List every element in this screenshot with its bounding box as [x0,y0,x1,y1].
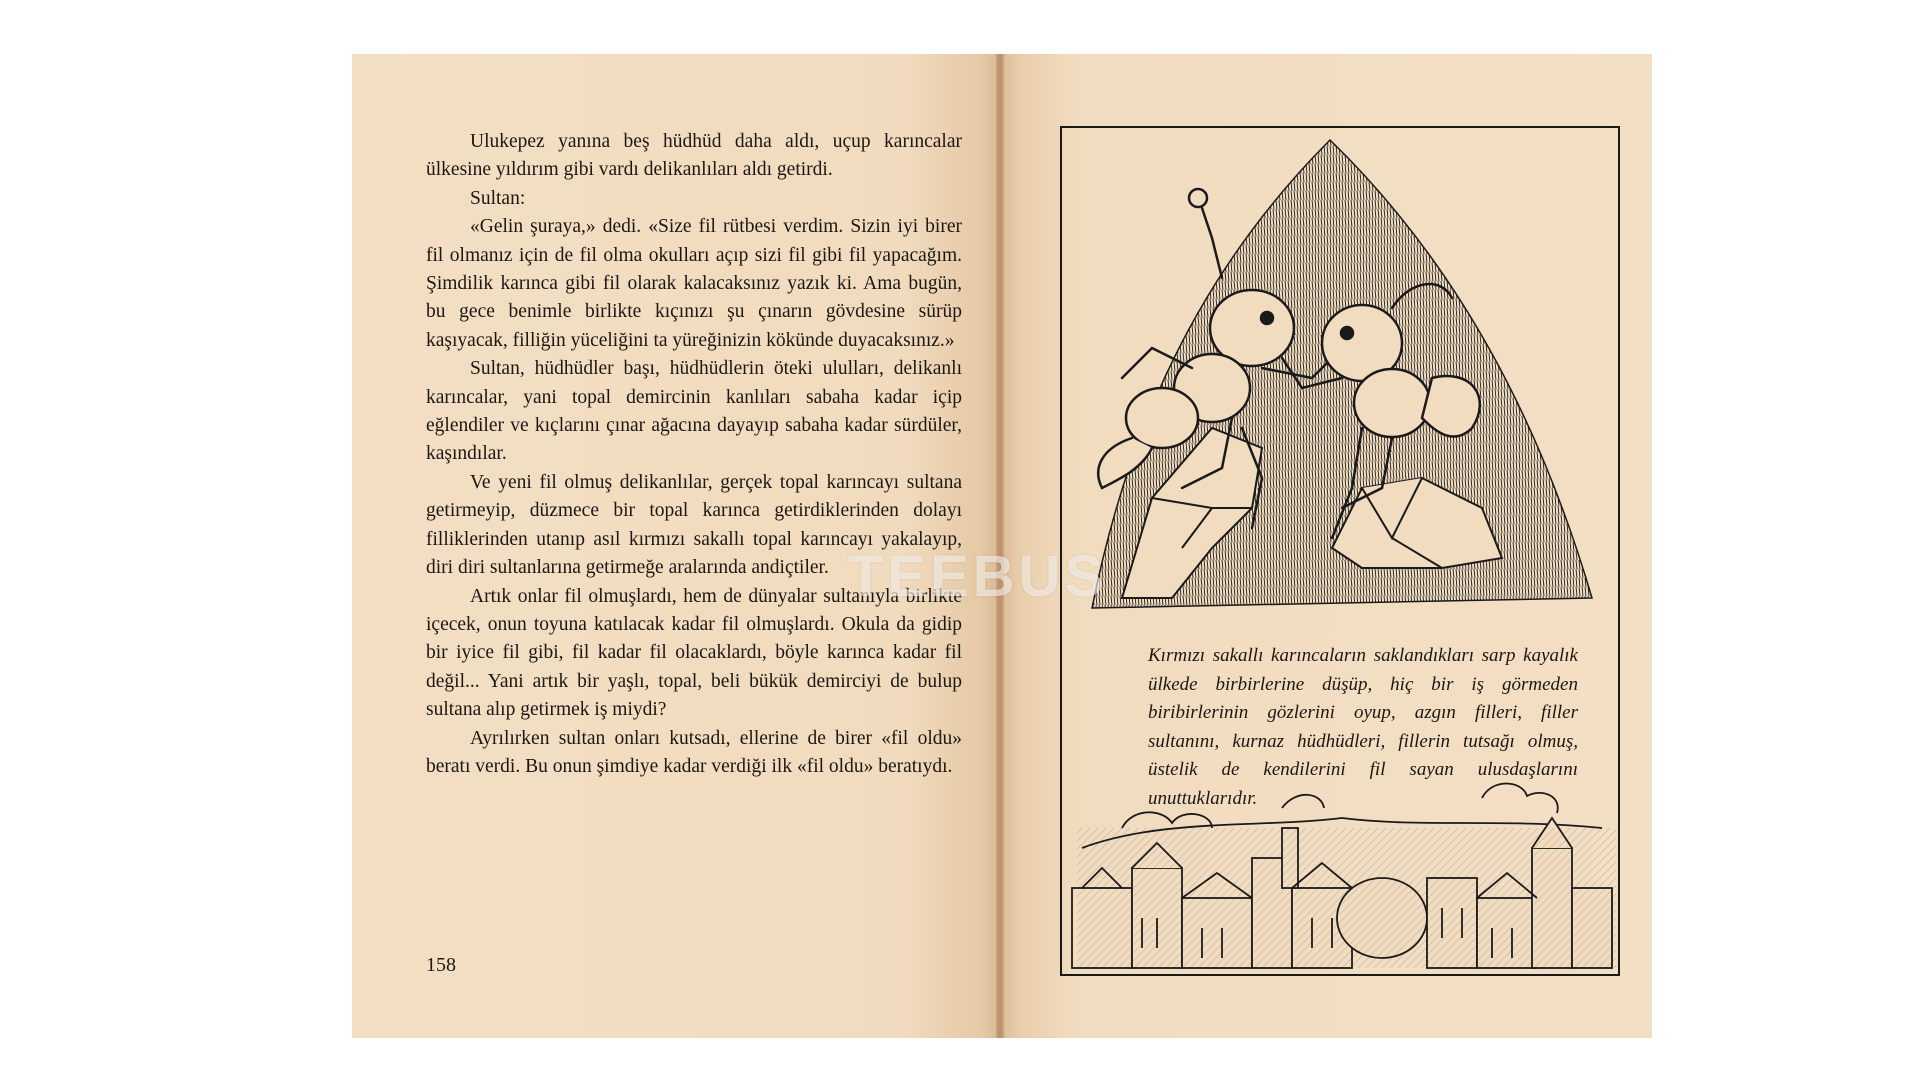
paragraph-7: Ayrılırken sultan onları kutsadı, ellerine de birer «fil oldu» beratı verdi. Bu onun şimdiye kadar verdiği ilk «fil oldu» beratıydı. [426,727,962,777]
ants-fighting-illustration [1062,128,1618,974]
page-number: 158 [426,954,456,976]
illustration-frame [1060,126,1620,976]
illustration-caption [1148,642,1578,813]
paragraph-3: «Gelin şuraya,» dedi. «Size fil rütbesi verdim. Sizin iyi birer fil olmanız için de fil olma okulları açıp sizi fil gibi fil yapacağım. Şimdilik karınca gibi fil olarak kalacaksınız yazık ki. Ama bugün, bu gece benimle birlikte kıçınızı şu çınarın gövdesine sürüp kaşıyacak, filliğin yüceliğini ta yüreğinizin kökünde duyacaksınız.» [426,216,962,351]
paragraph-2: Sultan: [470,187,526,209]
paragraph-5: Ve yeni fil olmuş delikanlılar, gerçek topal karıncayı sultana getirmeyip, düzmece bir topal karınca getirdiklerinden dolayı filliklerinden utanıp asıl kırmızı sakallı topal karıncayı yakalayıp, diri diri sultanlarına getirmeğe aralarında andiçtiler. [426,471,962,579]
caption-text: Kırmızı sakallı karıncaların saklandıkları sarp kayalık ülkede birbirlerine düşüp, hiç bir iş görmeden biribirlerinin gözlerini oyup, azgın filleri, filler sultanını, kurnaz hüdhüdleri, fillerin tutsağı olmuş, üstelik de kendilerini fil sayan ulusdaşlarını unuttuklarıdır. [1148,645,1578,809]
paragraph-4: Sultan, hüdhüdler başı, hüdhüdlerin öteki ululları, delikanlı karıncalar, yani topal demircinin kanlıları sabaha kadar içip eğlendiler ve kıçlarını çınar ağacına dayayıp sabaha kadar sürdüler, kaşındılar. [426,358,962,465]
watermark-logo: TEEBUS [848,544,1108,609]
paragraph-1: Ulukepez yanına beş hüdhüd daha aldı, uçup karıncalar ülkesine yıldırım gibi vardı delikanlıları aldı getirdi. [426,131,962,181]
paragraph-6: Artık onlar fil olmuşlardı, hem de dünyalar sultanıyla birlikte içecek, onun toyuna katılacak kadar fil olmuşlardı. Okula da gidip bir iyice fil gibi, fil kadar fil olacaklardı, böyle karınca kadar fil değil... Yani artık bir yaşlı, topal, beli bükük demirciyi de bulup sultana alıp getirmek iş miydi? [426,585,962,721]
body-text [426,128,962,781]
